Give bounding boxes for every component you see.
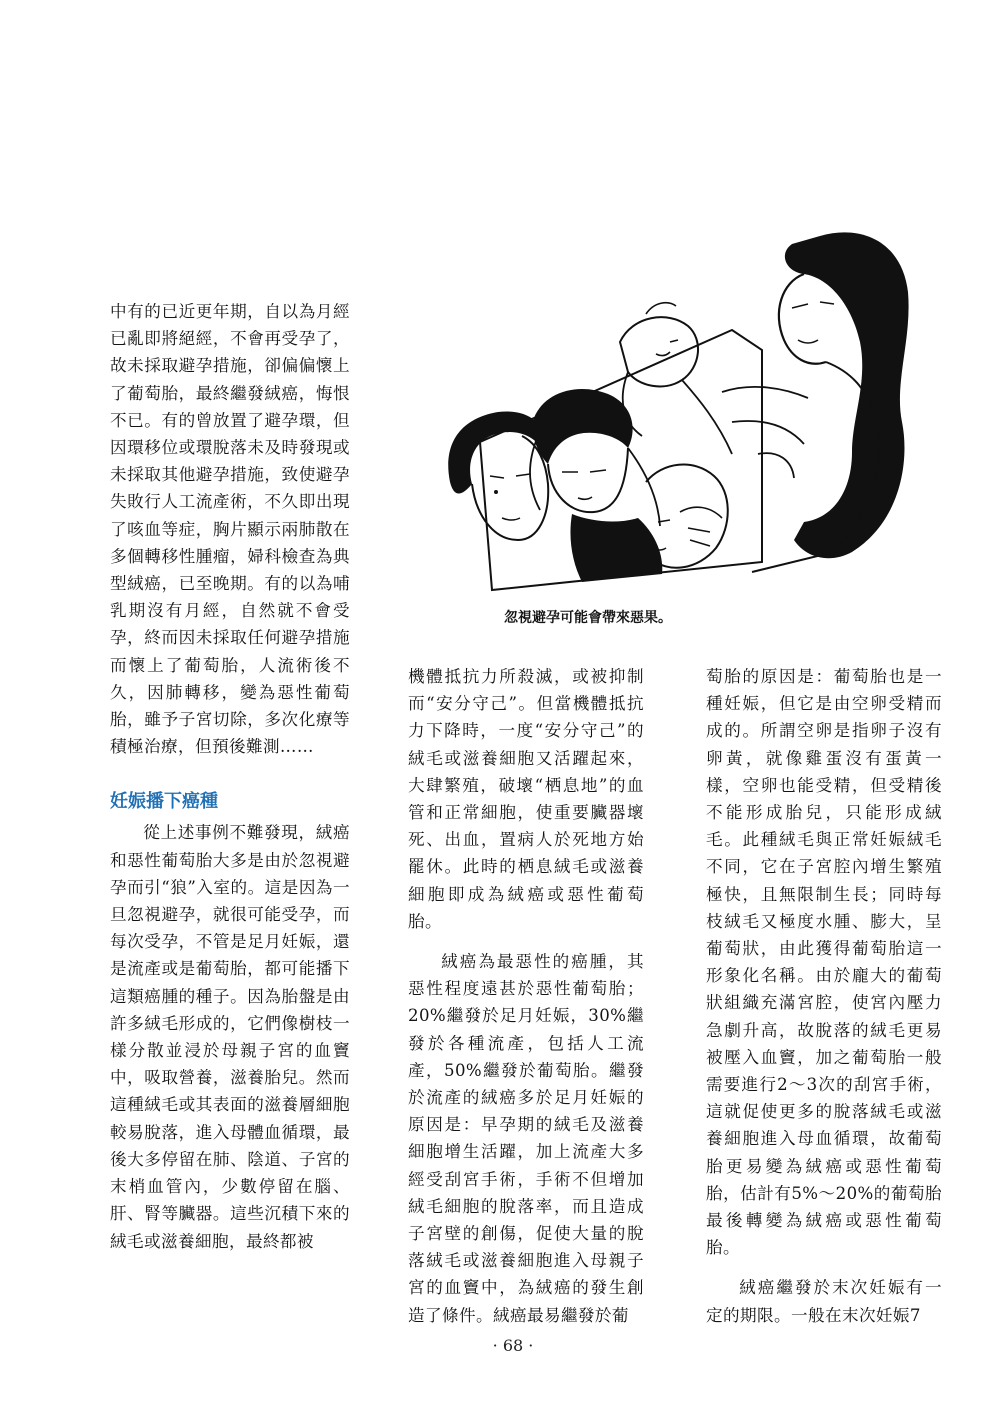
hair-shape [533, 389, 633, 464]
body-paragraph: 絨癌繼發於末次妊娠有一定的期限。一般在末次妊娠7 [706, 1278, 942, 1325]
illustration-worried-women-drawing [432, 222, 928, 602]
article-column-1 [110, 298, 350, 1255]
article-column-3 [706, 663, 942, 1329]
page-number: · 68 · [492, 1336, 534, 1355]
intro-paragraph: 中有的已近更年期，自以為月經已亂即將絕經，不會再受孕了，故未採取避孕措施，卻偏偏懷上了葡萄胎，最終繼發絨癌，悔恨不已。有的曾放置了避孕環，但因環移位或環脫落未及時發現或未採取其他避孕措施，致使避孕失敗行人工流產術，不久即出現了咳血等症，胸片顯示兩肺散在多個轉移性腫瘤，婦科檢查為典型絨癌，已至晚期。有的以為哺乳期沒有月經，自然就不會受孕，終而因未採取任何避孕措施而懷上了葡萄胎，人流術後不久，因肺轉移，變為惡性葡萄胎，雖予子宮切除，多次化療等積極治療，但預後難測…… [110, 302, 350, 757]
body-paragraph: 絨癌為最惡性的癌腫，其惡性程度遠甚於惡性葡萄胎；20%繼發於足月妊娠，30%繼發於各種流產，包括人工流產，50%繼發於葡萄胎。繼發於流產的絨癌多於足月妊娠的原因是：早孕期的絨毛及滋養細胞增生活躍，加上流產大多經受刮宮手術，手術不但增加絨毛細胞的脫落率，而且造成子宮壁的創傷，促使大量的脫落絨毛或滋養細胞進入母親子宮的血竇中，為絨癌的發生創造了條件。絨癌最易繼發於葡 [408, 952, 644, 1325]
section-heading: 妊娠播下癌種 [110, 791, 218, 813]
body-paragraph: 萄胎的原因是：葡萄胎也是一種妊娠，但它是由空卵受精而成的。所謂空卵是指卵子沒有卵黃，就像雞蛋沒有蛋黃一樣，空卵也能受精，但受精後不能形成胎兒，只能形成絨毛。此種絨毛與正常妊娠絨毛不同，它在子宮腔內增生繁殖極快，且無限制生長；同時每枝絨毛又極度水腫、膨大，呈葡萄狀，由此獲得葡萄胎這一形象化名稱。由於龐大的葡萄狀組織充滿宮腔，使宮內壓力急劇升高，故脫落的絨毛更易被壓入血竇，加之葡萄胎一般需要進行2～3次的刮宮手術，這就促使更多的脫落絨毛或滋養細胞進入母血循環，故葡萄胎更易變為絨癌或惡性葡萄胎，估計有5%～20%的葡萄胎最後轉變為絨癌或惡性葡萄胎。 [706, 667, 942, 1258]
jacket-shape [570, 514, 662, 582]
article-column-2 [408, 663, 644, 1329]
figure-caption: 忽視避孕可能會帶來惡果。 [504, 610, 672, 626]
body-paragraph: 從上述事例不難發現，絨癌和惡性葡萄胎大多是由於忽視避孕而引“狼”入室的。這是因為一旦忽視避孕，就很可能受孕，而每次受孕，不管是足月妊娠，還是流產或是葡萄胎，都可能播下這類癌腫的種子。因為胎盤是由許多絨毛形成的，它們像樹枝一樣分散並浸於母親子宮的血竇中，吸取營養，滋養胎兒。然而這種絨毛或其表面的滋養層細胞較易脫落，進入母體血循環，最後大多停留在肺、陰道、子宮的末梢血管內，少數停留在腦、肝、腎等臟器。這些沉積下來的絨毛或滋養細胞，最終都被 [110, 823, 350, 1251]
body-paragraph: 機體抵抗力所殺滅，或被抑制而“安分守己”。但當機體抵抗力下降時，一度“安分守己”的絨毛或滋養細胞又活躍起來，大肆繁殖，破壞“栖息地”的血管和正常細胞，使重要臟器壞死、出血，置病人於死地方始罷休。此時的栖息絨毛或滋養細胞即成為絨癌或惡性葡萄胎。 [408, 667, 644, 931]
